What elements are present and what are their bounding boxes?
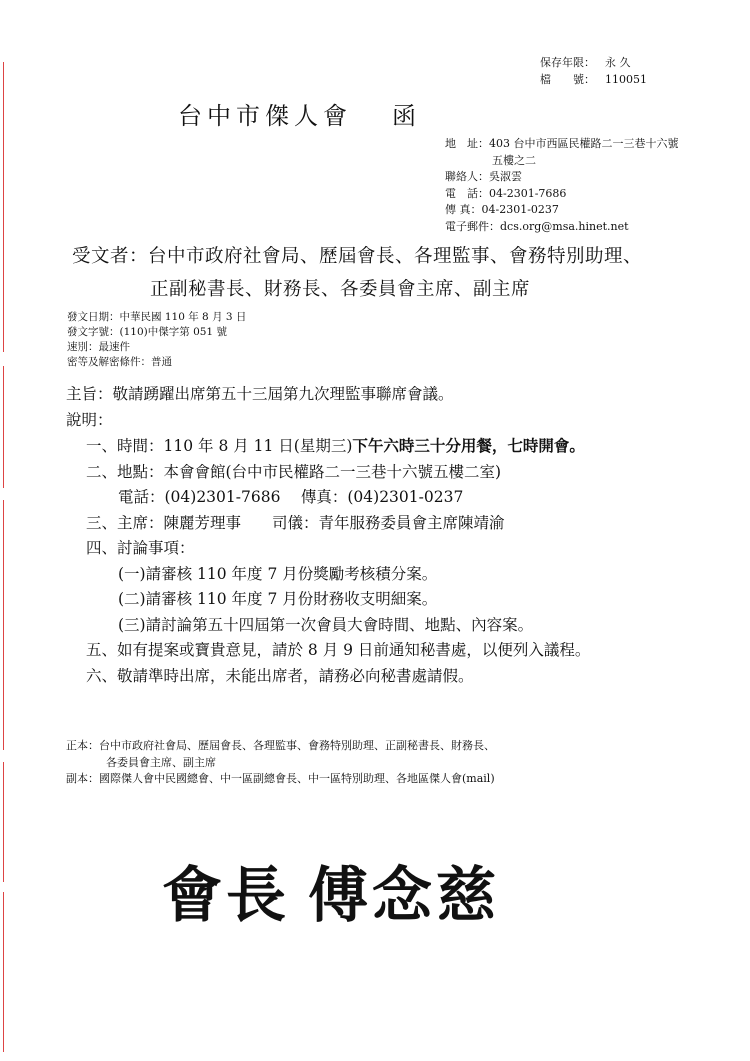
agenda-item: (一)請審核 110 年度 7 月份獎勵考核積分案。	[118, 564, 438, 583]
main-recipients: 正本：台中市政府社會局、歷屆會長、各理監事、會務特別助理、正副秘書長、財務長、	[66, 739, 495, 752]
distribution-list	[66, 738, 495, 788]
item-time-text: 一、時間：110 年 8 月 11 日(星期三)	[86, 437, 353, 455]
contact-block	[445, 136, 679, 235]
document-type: 函	[392, 102, 421, 130]
security-level: 密等及解密條件：普通	[67, 356, 172, 368]
explanation-label: 說明：	[66, 410, 113, 429]
document-info	[67, 310, 246, 370]
signature-title: 會長	[162, 861, 290, 931]
margin-line	[3, 366, 4, 488]
contact-person: 聯絡人：吳淑雲	[445, 170, 522, 183]
file-number-label: 檔 號：	[540, 73, 595, 86]
agenda-item: (二)請審核 110 年度 7 月份財務收支明細案。	[118, 590, 438, 608]
subject: 主旨：敬請踴躍出席第五十三屆第九次理監事聯席會議。	[66, 385, 454, 403]
document-title	[178, 96, 421, 131]
signature-name: 傅念慈	[308, 861, 500, 931]
recipient-line: 受文者：台中市政府社會局、歷屆會長、各理監事、會務特別助理、	[72, 246, 643, 267]
address-line-2: 五樓之二	[492, 153, 536, 167]
signature	[162, 848, 500, 934]
item-proposals: 五、如有提案或寶貴意見，請於 8 月 9 日前通知秘書處，以便列入議程。	[86, 641, 591, 659]
item-location-contact: 電話：(04)2301-7686 傳真：(04)2301-0237	[118, 488, 464, 506]
recipient-line-2: 正副秘書長、財務長、各委員會主席、副主席	[150, 279, 531, 300]
margin-line	[3, 762, 4, 882]
org-name: 台中市傑人會	[178, 102, 352, 130]
item-chair: 三、主席：陳麗芳理事 司儀：青年服務委員會主席陳靖渝	[86, 513, 505, 532]
issue-date: 發文日期：中華民國 110 年 8 月 3 日	[67, 311, 247, 323]
retention-label: 保存年限：	[540, 56, 595, 69]
main-recipients-2: 各委員會主席、副主席	[106, 755, 216, 769]
document-meta	[540, 54, 647, 88]
margin-line	[3, 62, 4, 352]
fax: 傳 真：04-2301-0237	[445, 203, 559, 216]
item-time	[66, 433, 590, 460]
file-number-value: 110051	[605, 73, 647, 86]
copy-recipients: 副本：國際傑人會中民國總會、中一區副總會長、中一區特別助理、各地區傑人會(mail)	[66, 772, 495, 785]
item-attendance: 六、敬請準時出席，未能出席者，請務必向秘書處請假。	[86, 666, 474, 685]
agenda-item: (三)請討論第五十四屆第一次會員大會時間、地點、內容案。	[118, 615, 534, 634]
phone: 電 話：04-2301-7686	[445, 186, 567, 200]
margin-line	[3, 892, 4, 1052]
margin-line	[3, 500, 4, 750]
delivery-speed: 速別：最速件	[67, 341, 130, 353]
document-body	[66, 382, 590, 689]
item-agenda: 四、討論事項：	[86, 539, 195, 557]
retention-value: 永 久	[605, 56, 631, 69]
item-time-emphasis: 下午六時三十分用餐，七時開會。	[352, 436, 585, 455]
issue-number: 發文字號：(110)中傑字第 051 號	[67, 326, 227, 338]
email: 電子郵件：dcs.org@msa.hinet.net	[445, 219, 629, 233]
address-line: 地 址：403 台中市西區民權路二一三巷十六號	[445, 137, 679, 150]
item-location: 二、地點：本會會館(台中市民權路二一三巷十六號五樓二室)	[86, 462, 502, 481]
recipient-block	[72, 240, 642, 306]
